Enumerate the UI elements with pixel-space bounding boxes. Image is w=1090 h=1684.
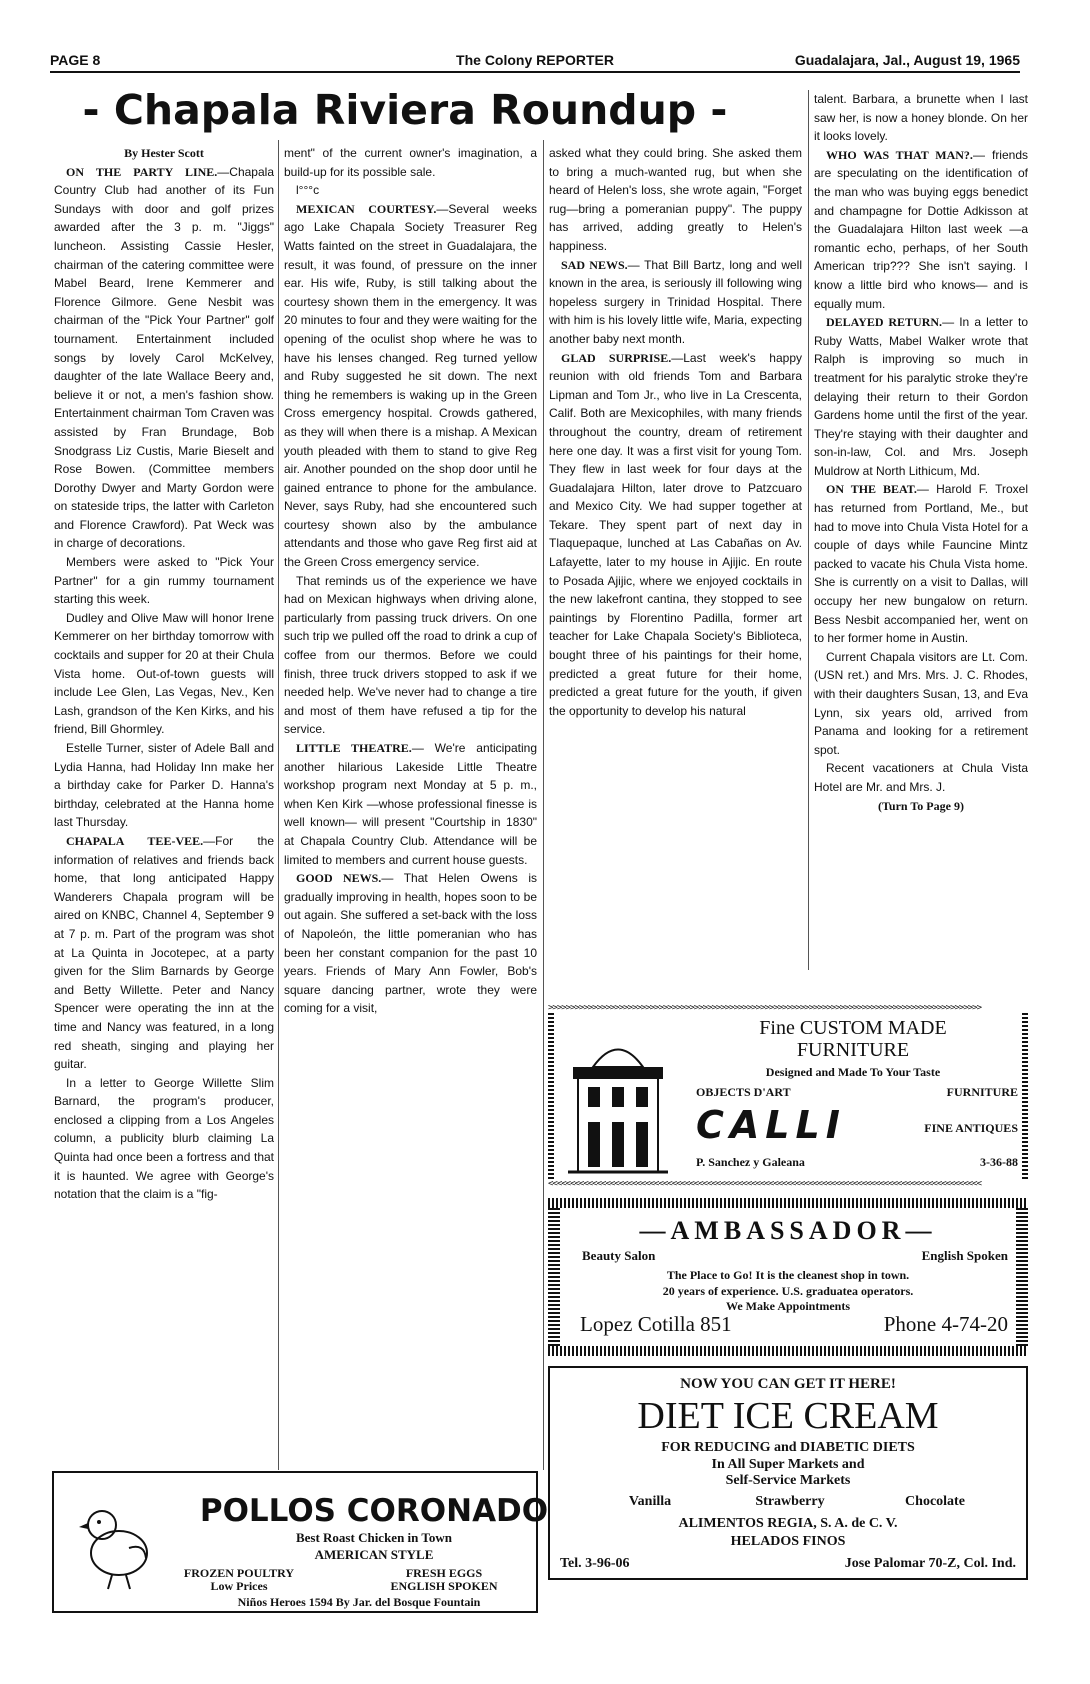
paragraph: CHAPALA TEE-VEE.—For the information of relatives and friends back home, that long anticipated Happy Wanderers Chapala program will be aired on KNBC, Channel 4, September 9 at 7 p. m. Part of the program was shot at La Quinta in Jocotepec, at a party given for the Slim Barnards by George and Betty Willette. Peter and Nancy Spencer were operating the inn at the time and Nancy was featured, in a long red sheath, singing and playing her guitar. [54,833,274,1072]
paragraph: ON THE PARTY LINE.—Chapala Country Club had another of its Fun Sundays with door and golf prizes awarded after the 3 p. m. "Jiggs" luncheon. Assisting Cassie Hesler, chairman of the catering committee were Mabel Beard, Irene Kemmerer and Florence Gilmore. Gene Nesbit was chairman of the "Pick Your Partner" golf tournament. Entertainment included songs by lovely Carol McKelvey, daughter of the late Wallace Beery and, believe it or not, a men's fashion show. Entertainment chairman Tom Craven was assisted by Fran Brundage, Bob Snodgrass Liz Custis, Marie Bieselt and Rose Bowen. (Committee members Dorothy Dwyer and Marty Gordon were on stateside trips, the latter with Carleton and Florence Crawford). Pat Weck was in charge of decorations. [54,164,274,551]
ad-line: Lopez Cotilla 851 [580,1312,732,1336]
ad-diet-ice-cream [548,1366,1028,1580]
paragraph: ON THE BEAT.— Harold F. Troxel has returned from Portland, Me., but had to move into Chula Vista Hotel for a couple of days while Fauncine Mintz packed to vacate his Chula Vista home. She is currently on a visit to Dallas, will occupy her new bungalow on return. Bess Nesbit accompanied her, went on to her former home in Austin. [814,482,1028,646]
ad-line: English Spoken [921,1248,1008,1263]
article-column-2 [284,144,537,1469]
ad-brand: —AMBASSADOR— [639,1216,937,1245]
section-head: DELAYED RETURN. [826,315,943,330]
ad-line: NOW YOU CAN GET IT HERE! [680,1376,896,1392]
paragraph: l°°°c [296,183,320,198]
section-head: LITTLE THEATRE. [296,741,412,755]
paragraph: Current Chapala visitors are Lt. Com. (USN ret.) and Mrs. Mrs. J. C. Rhodes, with their daughters Susan, 13, and Eva Lynn, six years old, arrived from Panama and looking for a retirement spot. [814,649,1028,757]
continuation-note: (Turn To Page 9) [878,798,964,813]
ad-line: Niños Heroes 1594 By Jar. del Bosque Fountain [237,1595,481,1609]
ad-line: The Place to Go! It is the cleanest shop in town. [666,1268,910,1282]
byline: By Hester Scott [124,146,204,160]
ad-line: Low Prices [210,1579,268,1593]
ad-pollos-coronado [52,1471,549,1613]
article-column-4 [814,90,1028,990]
border-decoration [1016,1208,1028,1346]
ad-line: P. Sanchez y Galeana [696,1155,805,1169]
ad-line: FINE ANTIQUES [924,1121,1018,1135]
flavor-label: Chocolate [905,1494,965,1509]
ad-line: Best Roast Chicken in Town [295,1530,453,1545]
paragraph: DELAYED RETURN.— In a letter to Ruby Watts, Mabel Walker wrote that Ralph is improving so much in treatment for his paralytic stroke they're delaying their return to their Gordon Gardens home until the first of the year. They're staying with their daughter and son-in-law, Col. and Mrs. Joseph Muldrow at North Lithicum, Md. [814,315,1028,478]
building-illustration-icon [568,1027,668,1177]
section-head: MEXICAN COURTESY. [296,201,437,216]
ad-line: Phone 4-74-20 [883,1312,1008,1336]
ad-line: FOR REDUCING and DIABETIC DIETS [661,1440,915,1455]
article-column-1 [54,144,274,1469]
paragraph: WHO WAS THAT MAN?.— friends are speculating on the identification of the man who was buying eggs benedict and champagne for Dottie Adkisson at the Guadalajara Hilton last week —a romantic echo, perhaps, of her South American trip??? She isn't saying. I know a little bird who knows— and is equally mum. [814,147,1028,311]
flavor-label: Vanilla [628,1494,672,1509]
paragraph: Recent vacationers at Chula Vista Hotel are Mr. and Mrs. J. [814,761,1028,794]
ad-line: ENGLISH SPOKEN [390,1579,498,1593]
ad-line: AMERICAN STYLE [314,1547,434,1562]
border-decoration [548,1346,1028,1356]
section-head: ON THE BEAT. [826,482,917,497]
paragraph: That reminds us of the experience we have had on Mexican highways when driving alone, particularly from passing truck drivers. On one such trip we pulled off the road to drink a cup of coffee from our thermos. Before we could finish, three truck drivers stopped to ask if we needed help. We've never had to change a tire and most of them have refused a tip for the service. [284,573,537,737]
ad-line: 3-36-88 [980,1155,1018,1169]
ad-line: FRESH EGGS [405,1566,483,1580]
section-head: GOOD NEWS. [296,871,382,886]
border-decoration: <<<<<<<<<<<<<<<<<<<<<<<<<<<<<<<<<<<<<<<<<<<<<<<<<<<<<<<<<<<<<<<<<<<<<<<<<<<<<<<<<<<<<<<<<<<<<<<<<< [548,1179,982,1189]
paragraph: Estelle Turner, sister of Adele Ball and Lydia Hanna, had Holiday Inn make her a birthday cake for Parker D. Hanna's birthday, celebrated at the Hanna home last Thursday. [54,741,274,830]
ad-line: Designed and Made To Your Taste [765,1065,941,1079]
ad-line: FURNITURE [946,1085,1018,1099]
ad-line: OBJECTS D'ART [696,1085,791,1099]
ad-line: Fine CUSTOM MADE [759,1017,947,1039]
ad-line: Jose Palomar 70-Z, Col. Ind. [844,1556,1016,1571]
ad-brand: POLLOS CORONADO [199,1493,549,1529]
paragraph: Members were asked to "Pick Your Partner" for a gin rummy tournament starting this week. [54,555,274,607]
column-divider [808,90,809,970]
dateline: Guadalajara, Jal., August 19, 1965 [794,52,1020,68]
ad-line: FROZEN POULTRY [183,1566,295,1580]
ad-line: 20 years of experience. U.S. graduatea operators. [662,1284,914,1298]
newspaper-name: The Colony REPORTER [456,52,614,68]
ad-ambassador [548,1198,1028,1356]
border-decoration [1022,1013,1028,1179]
section-head: CHAPALA TEE-VEE. [66,833,204,848]
paragraph: ment" of the current owner's imagination, a build-up for its possible sale. [284,146,537,179]
page-number: PAGE 8 [50,52,101,68]
section-head: WHO WAS THAT MAN?. [826,147,973,162]
paragraph: In a letter to George Willette Slim Barnard, the program's producer, enclosed a clipping from a Los Angeles column, a publicity blurb claiming La Quinta had once been a fortress and that it is haunted. We agree with George's notation that the claim is a "fig- [54,1075,274,1202]
paragraph: MEXICAN COURTESY.—Several weeks ago Lake Chapala Society Treasurer Reg Watts fainted on the street in Guadalajara, the result, it was found, of pressure on the inner ear. His wife, Ruby, is still talking about the courtesy shown them in the emergency. It was 20 minutes to four and they were waiting for the opening of the oculist shop where he was to have his lenses changed. Reg turned yellow and Ruby suggested he sit down. The next thing he remembers is waking up in the Green Cross emergency hospital. Crowds gathered, as they will when there is a mishap. A Mexican youth pleaded with them to stand to give Reg air. Another pounded on the shop door until he gained entrance to phone for the ambulance. Never, says Ruby, had she encountered such courtesy shown also by the ambulance attendants and those who gave Reg first aid at the Green Cross emergency service. [284,201,537,570]
ad-line: In All Super Markets and [711,1457,865,1472]
ad-calli [548,1003,1028,1191]
paragraph: asked what they could bring. She asked them to bring a much-wanted rug, but when she heard of Helen's loss, she wrote again, "Forget rug—bring a pomeranian puppy". The puppy has arrived, adding greatly to Helen's happiness. [549,146,802,253]
border-decoration [548,1198,1028,1208]
border-decoration [548,1208,560,1346]
ad-line: Self-Service Markets [725,1473,851,1488]
headline: - Chapala Riviera Roundup - [82,86,728,134]
ad-brand: CALLI [696,1103,846,1147]
chick-icon [74,1493,164,1593]
paragraph: talent. Barbara, a brunette when I last saw her, is now a honey blonde. On her it looks lovely. [814,92,1028,144]
paragraph: Dudley and Olive Maw will honor Irene Kemmerer on her birthday tomorrow with cocktails and supper for 20 at their Chula Vista home. Out-of-town guests will include Lee Glen, Las Vegas, Nev., Ken Lash, grandson of the Ken Kirks, and his friend, Bill Ghormley. [54,610,274,737]
border-decoration [548,1013,554,1179]
ad-line: ALIMENTOS REGIA, S. A. de C. V. [678,1516,898,1531]
ad-brand: DIET ICE CREAM [637,1395,939,1437]
column-divider [543,140,544,1470]
section-head: SAD NEWS. [561,257,628,272]
paragraph: SAD NEWS.— That Bill Bartz, long and well known in the area, is seriously ill following wing hopeless surgery in Trinidad Hospital. There with him is his lovely little wife, Maria, expecting another baby next month. [549,257,802,346]
border-decoration: >>>>>>>>>>>>>>>>>>>>>>>>>>>>>>>>>>>>>>>>>>>>>>>>>>>>>>>>>>>>>>>>>>>>>>>>>>>>>>>>>>>>>>>>>>>>>>>>>> [548,1003,982,1013]
section-head: GLAD SURPRISE. [561,350,672,365]
header-rule [50,71,1020,73]
column-divider [278,140,279,1470]
paragraph: GLAD SURPRISE.—Last week's happy reunion with old friends Tom and Barbara Lipman and Tom Jr., who live in La Crescenta, Calif. Both are Mexicophiles, with many friends throughout the country, dream of retirement here one day. It was a first visit for young Tom. They flew in last week for four days at the Guadalajara Hilton, later drove to Patzcuaro and Mexico City. We had supper together at Tekare. They spent part of next day in Tlaquepaque, lunched at Las Cabañas on Av. Lafayette, later to my house in Ajijic. En route to Posada Ajijic, where we enjoyed cocktails in the new lakefront cantina, they stopped to see paintings by Florentino Padilla, former art teacher for Lake Chapala Society's Biblioteca, bought three of his paintings for their home, predicted a great future for their home, predicted a great future for the youth, if given the opportunity to develop his natural [549,350,802,718]
ad-line: HELADOS FINOS [730,1534,846,1549]
section-head: ON THE PARTY LINE. [66,164,218,179]
ad-line: Beauty Salon [582,1248,656,1263]
paragraph: LITTLE THEATRE.— We're anticipating another hilarious Lakeside Little Theatre workshop program next Monday at 5 p. m., when Ken Kirk —whose professional finesse is well known— will present "Courtship in 1830" at Chapala Country Club. Attendance will be limited to members and current house guests. [284,741,537,867]
ad-line: We Make Appointments [725,1299,850,1313]
flavor-label: Strawberry [755,1494,825,1509]
article-column-3 [549,144,802,994]
paragraph: GOOD NEWS.— That Helen Owens is gradually improving in health, hopes soon to be out again. She suffered a set-back with the loss of Napoleón, the little pomeranian who has been her constant companion for the past 10 years. Friends of Mary Ann Fowler, Bob's square dancing partner, wrote they were coming for a visit, [284,871,537,1016]
ad-line: FURNITURE [796,1039,910,1061]
ad-line: Tel. 3-96-06 [560,1556,630,1571]
